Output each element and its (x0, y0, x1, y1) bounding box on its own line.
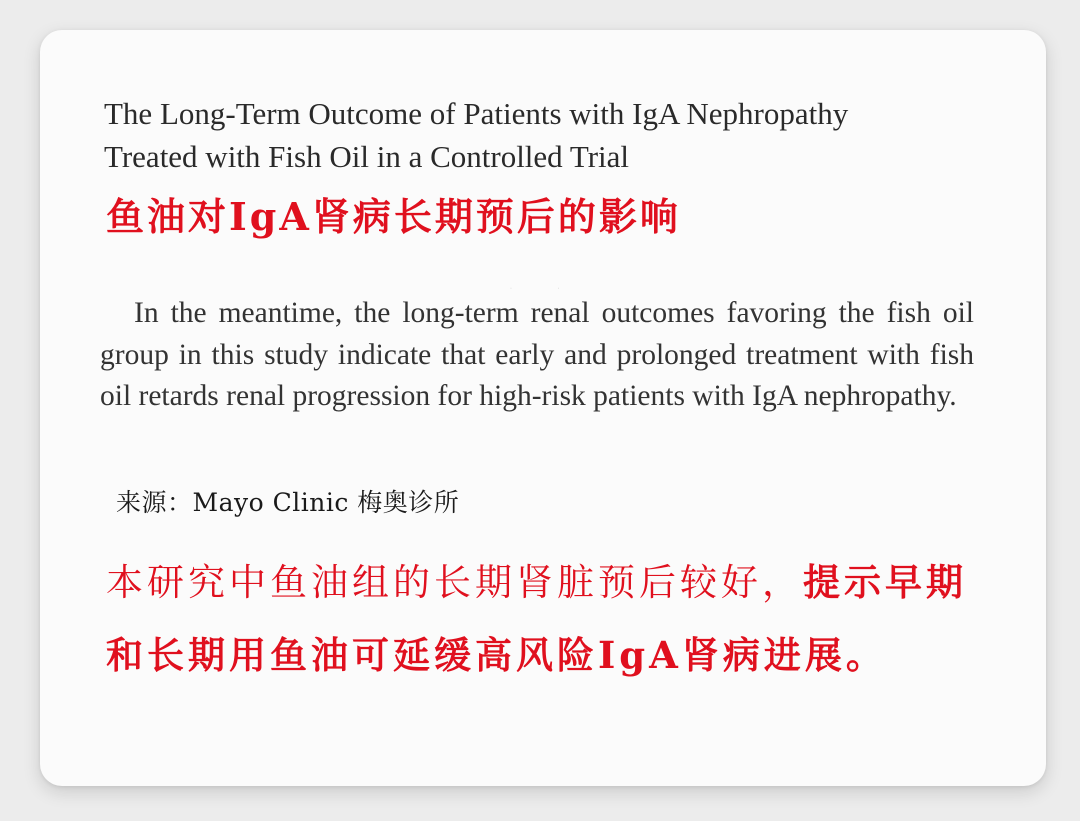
english-article-title (104, 92, 1004, 178)
quoted-paragraph: In the meantime, the long-term renal outcomes favoring the fish oil group in this study indicate that early and prolonged treatment with fish oil retards renal progression for high-risk patients with IgA nephropathy. (100, 297, 974, 412)
chinese-summary (106, 546, 1001, 692)
scan-specks: · · (510, 286, 582, 292)
summary-bold-text: 提示早期和长期用鱼油可延缓高风险IgA肾病进展。 (106, 560, 967, 677)
chinese-heading: 鱼油对IgA肾病长期预后的影响 (106, 194, 681, 239)
summary-regular-text: 本研究中鱼油组的长期肾脏预后较好， (106, 561, 803, 604)
content-card (40, 30, 1046, 786)
title-line-1: The Long-Term Outcome of Patients with IgA Nephropathy (104, 96, 849, 131)
title-line-2: Treated with Fish Oil in a Controlled Trial (104, 139, 630, 174)
source-line: 来源：Mayo Clinic 梅奥诊所 (116, 488, 460, 517)
